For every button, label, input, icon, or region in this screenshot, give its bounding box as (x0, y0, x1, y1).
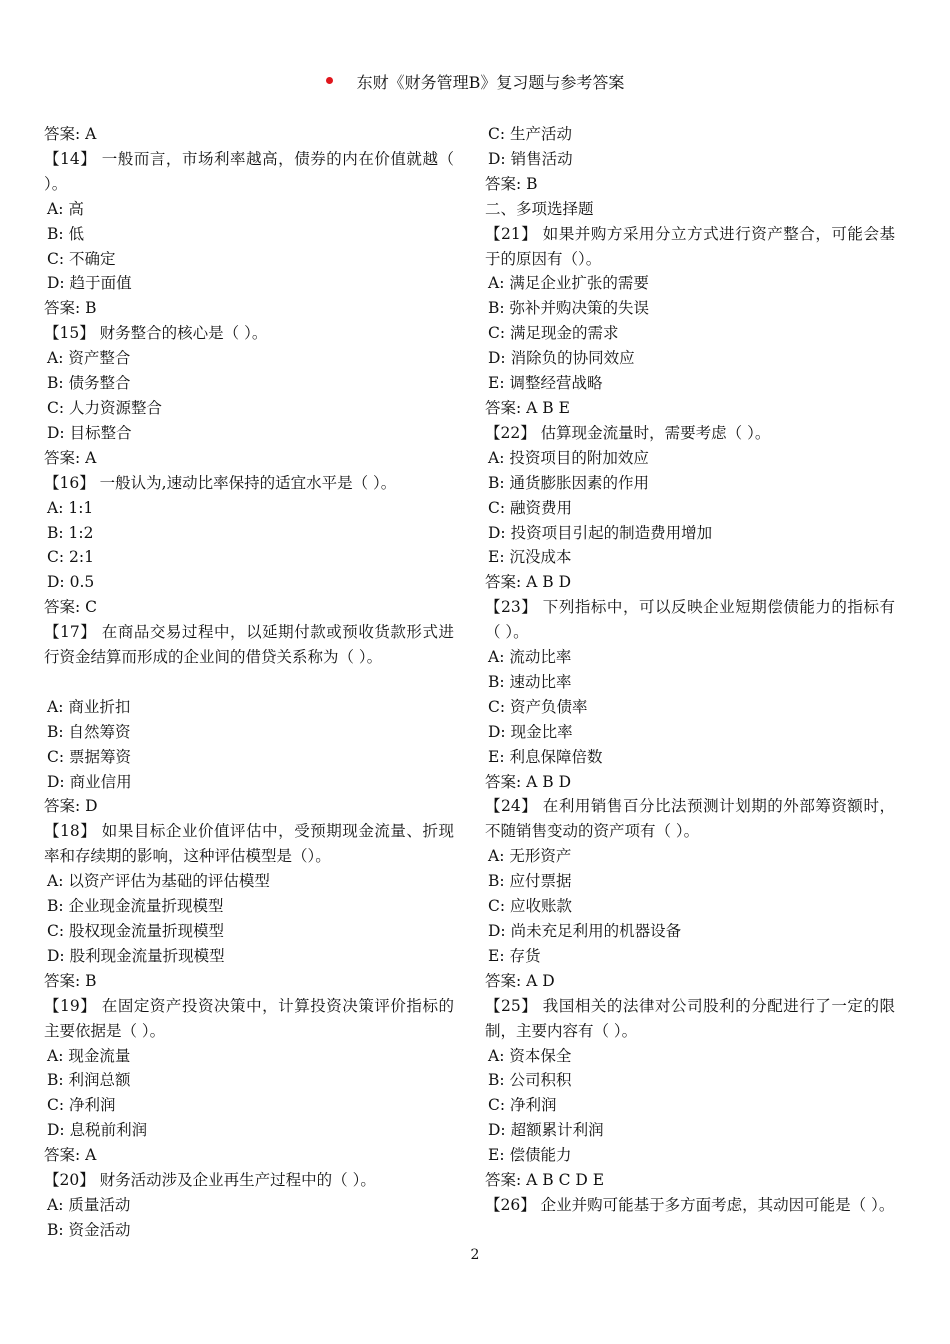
right-column (485, 122, 895, 1218)
question-text: 【17】 在商品交易过程中，以延期付款或预收货款形式进行资金结算而形成的企业间的借贷关系称为（ ）。 (44, 623, 454, 667)
answer-option: D: 销售活动 (488, 149, 573, 168)
answer-option: B: 弥补并购决策的失误 (488, 299, 650, 318)
question-text: 【19】 在固定资产投资决策中，计算投资决策评价指标的主要依据是（ ）。 (44, 996, 454, 1040)
answer-option: C: 满足现金的需求 (488, 324, 619, 343)
answer-option: C: 融资费用 (488, 498, 573, 517)
answer-option: B: 应付票据 (488, 872, 572, 891)
answer-option: C: 股权现金流量折现模型 (47, 921, 225, 940)
answer-option: C: 人力资源整合 (47, 398, 163, 417)
answer-option: B: 自然筹资 (47, 722, 131, 741)
answer-option: A: 以资产评估为基础的评估模型 (47, 872, 270, 891)
question-text: 【22】 估算现金流量时，需要考虑（ ）。 (485, 423, 771, 442)
answer-option: A: 无形资产 (488, 847, 572, 866)
answer-option: B: 低 (47, 224, 85, 243)
answer-key: 答案: A D (485, 971, 555, 990)
answer-option: E: 调整经营战略 (488, 374, 603, 393)
answer-option: D: 目标整合 (47, 423, 132, 442)
answer-option: A: 资本保全 (488, 1046, 572, 1065)
answer-option: D: 0.5 (47, 573, 95, 592)
answer-option: D: 趋于面值 (47, 274, 132, 293)
answer-option: E: 存货 (488, 946, 541, 965)
answer-option: B: 债务整合 (47, 374, 131, 393)
answer-key: 答案: A (44, 125, 97, 143)
answer-option: C: 生产活动 (488, 125, 573, 143)
question-text: 【23】 下列指标中，可以反映企业短期偿债能力的指标有（ ）。 (485, 598, 895, 642)
answer-option: C: 票据筹资 (47, 747, 132, 766)
document-title: 东财《财务管理B》复习题与参考答案 (356, 73, 625, 92)
answer-option: A: 质量活动 (47, 1195, 131, 1214)
answer-option: D: 息税前利润 (47, 1121, 148, 1140)
answer-option: B: 企业现金流量折现模型 (47, 897, 224, 916)
answer-option: C: 不确定 (47, 249, 116, 268)
answer-option: D: 消除负的协同效应 (488, 349, 635, 368)
answer-option: C: 净利润 (47, 1096, 116, 1115)
answer-key: 答案: B (44, 299, 97, 318)
answer-option: D: 超额累计利润 (488, 1121, 604, 1140)
document-header (0, 70, 950, 93)
answer-option: A: 商业折扣 (47, 697, 131, 716)
answer-key: 答案: A B D (485, 573, 572, 592)
question-text: 【21】 如果并购方采用分立方式进行资产整合，可能会基于的原因有（）。 (485, 224, 895, 268)
answer-option: A: 投资项目的附加效应 (488, 448, 649, 467)
answer-key: 答案: B (44, 971, 97, 990)
answer-option: D: 商业信用 (47, 772, 132, 791)
answer-option: C: 净利润 (488, 1096, 557, 1115)
answer-option: B: 1:2 (47, 523, 94, 542)
blank-line (44, 670, 454, 695)
answer-key: 答案: C (44, 598, 98, 617)
answer-option: D: 股利现金流量折现模型 (47, 946, 225, 965)
question-text: 【15】 财务整合的核心是（ ）。 (44, 324, 268, 343)
answer-key: 答案: A (44, 448, 97, 467)
answer-option: D: 现金比率 (488, 722, 573, 741)
answer-option: A: 高 (47, 199, 84, 218)
answer-key: 答案: B (485, 174, 538, 193)
answer-option: A: 1:1 (47, 498, 94, 517)
section-heading: 二、多项选择题 (485, 199, 594, 218)
answer-option: B: 资金活动 (47, 1220, 131, 1239)
answer-option: C: 2:1 (47, 548, 94, 567)
question-text: 【26】 企业并购可能基于多方面考虑，其动因可能是（ ）。 (485, 1195, 895, 1214)
answer-option: E: 沉没成本 (488, 548, 572, 567)
answer-option: A: 流动比率 (488, 648, 572, 667)
answer-option: B: 通货膨胀因素的作用 (488, 473, 650, 492)
answer-option: E: 利息保障倍数 (488, 747, 603, 766)
answer-key: 答案: A B D (485, 772, 572, 791)
answer-option: C: 应收账款 (488, 897, 573, 916)
question-text: 【25】 我国相关的法律对公司股利的分配进行了一定的限制，主要内容有（ ）。 (485, 996, 895, 1040)
bullet-icon (326, 77, 333, 84)
answer-option: A: 现金流量 (47, 1046, 131, 1065)
question-text: 【24】 在利用销售百分比法预测计划期的外部筹资额时，不随销售变动的资产项有（ ）。 (485, 797, 895, 841)
answer-option: D: 尚未充足利用的机器设备 (488, 922, 682, 940)
answer-option: A: 资产整合 (47, 349, 131, 368)
answer-option: D: 投资项目引起的制造费用增加 (488, 523, 713, 542)
question-text: 【20】 财务活动涉及企业再生产过程中的（ ）。 (44, 1171, 376, 1190)
answer-key: 答案: D (44, 797, 98, 816)
answer-option: B: 公司积积 (488, 1071, 572, 1090)
question-text: 【16】 一般认为,速动比率保持的适宜水平是（ ）。 (44, 473, 397, 492)
page-number: 2 (470, 1247, 480, 1263)
answer-key: 答案: A B E (485, 398, 570, 417)
answer-option: B: 利润总额 (47, 1071, 131, 1090)
answer-option: B: 速动比率 (488, 672, 572, 691)
question-text: 【14】 一般而言，市场利率越高，债券的内在价值就越（ ）。 (44, 149, 454, 193)
answer-option: C: 资产负债率 (488, 697, 588, 716)
question-text: 【18】 如果目标企业价值评估中，受预期现金流量、折现率和存续期的影响，这种评估模型是（）。 (44, 822, 454, 866)
answer-key: 答案: A B C D E (485, 1171, 605, 1190)
left-column (44, 122, 454, 1243)
answer-option: A: 满足企业扩张的需要 (488, 274, 649, 293)
answer-option: E: 偿债能力 (488, 1146, 572, 1165)
answer-key: 答案: A (44, 1146, 97, 1165)
